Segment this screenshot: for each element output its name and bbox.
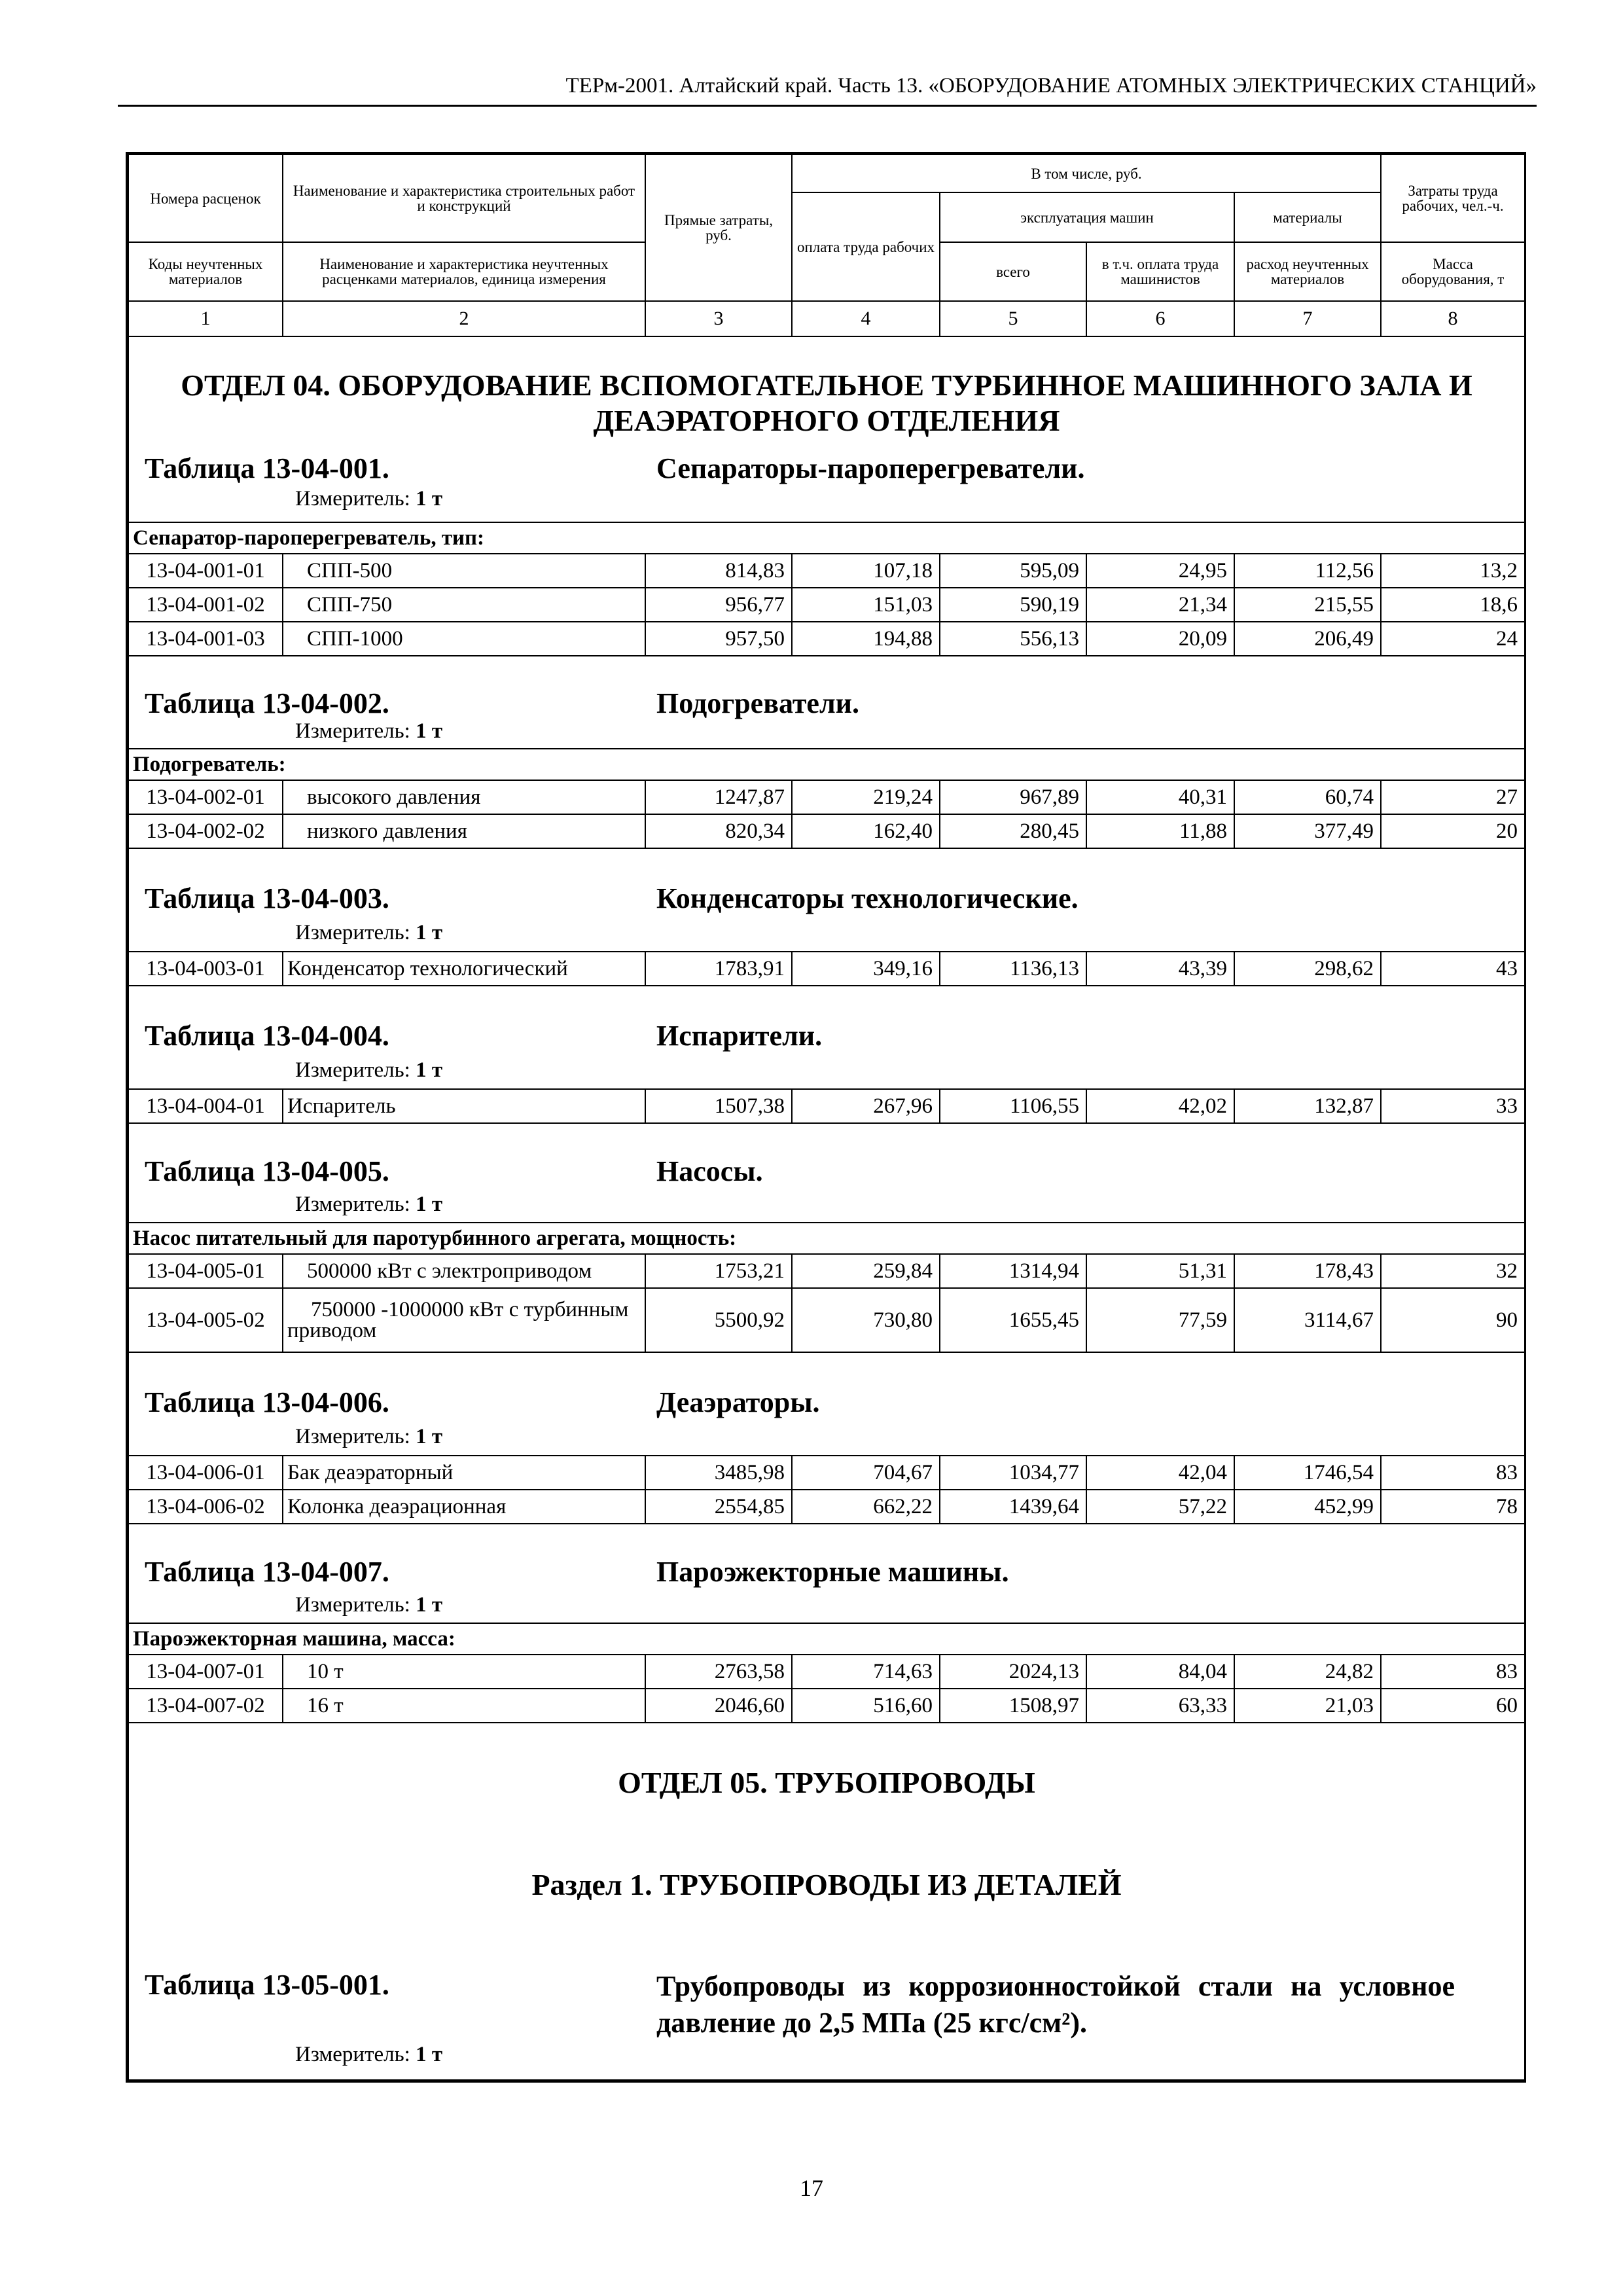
col-head-machines: эксплуатация машин [940, 192, 1234, 242]
table-number: Таблица 13-04-006. [145, 1386, 389, 1418]
col-number: 1 [128, 301, 283, 336]
table-number: Таблица 13-04-003. [145, 882, 389, 914]
col-head-equipment-mass: Масса оборудования, т [1381, 242, 1525, 301]
group-heading: Подогреватель: [128, 749, 1525, 780]
table-row: 13-04-007-02 16 т 2046,60 516,60 1508,97 63,33 21,03 60 [128, 1689, 1525, 1723]
col-head-direct-costs: Прямые затраты, руб. [645, 154, 792, 301]
col-number: 8 [1381, 301, 1525, 336]
col-number: 3 [645, 301, 792, 336]
col-number: 2 [283, 301, 645, 336]
measurer: Измеритель: 1 т [295, 1425, 443, 1448]
measurer: Измеритель: 1 т [295, 2043, 443, 2066]
running-header: ТЕРм-2001. Алтайский край. Часть 13. «ОБОРУДОВАНИЕ АТОМНЫХ ЭЛЕКТРИЧЕСКИХ СТАНЦИЙ» [118, 71, 1537, 107]
table-row: 13-04-001-02 СПП-750 956,77 151,03 590,19 21,34 215,55 18,6 [128, 588, 1525, 622]
table-name: Трубопроводы из коррозионностойкой стали на условное давление до 2,5 МПа (25 кгс/см²). [656, 1970, 1455, 2039]
table-row: 13-04-005-02 750000 -1000000 кВт с турбинным приводом 5500,92 730,80 1655,45 77,59 3114,67 90 [128, 1288, 1525, 1352]
department-title: ОТДЕЛ 05. ТРУБОПРОВОДЫ [618, 1766, 1035, 1799]
col-head-including: В том числе, руб. [792, 154, 1381, 192]
table-name: Конденсаторы технологические. [656, 882, 1079, 914]
table-row: 13-04-002-01 высокого давления 1247,87 219,24 967,89 40,31 60,74 27 [128, 780, 1525, 814]
measurer: Измеритель: 1 т [295, 921, 443, 944]
table-number: Таблица 13-04-005. [145, 1155, 389, 1187]
group-heading: Насос питательный для паротурбинного агрегата, мощность: [128, 1223, 1525, 1254]
table-name: Подогреватели. [656, 687, 859, 719]
measurer: Измеритель: 1 т [295, 719, 443, 743]
col-head-rate-numbers: Номера расценок [128, 154, 283, 242]
table-number: Таблица 13-04-007. [145, 1556, 389, 1588]
col-number: 5 [940, 301, 1086, 336]
table-row: 13-04-006-01 Бак деаэраторный 3485,98 704,67 1034,77 42,04 1746,54 83 [128, 1456, 1525, 1490]
table-name: Пароэжекторные машины. [656, 1556, 1009, 1588]
page-number: 17 [800, 2175, 823, 2201]
table-number: Таблица 13-04-001. [145, 452, 389, 484]
table-row: 13-04-004-01 Испаритель 1507,38 267,96 1106,55 42,02 132,87 33 [128, 1089, 1525, 1123]
table-row: 13-04-002-02 низкого давления 820,34 162,40 280,45 11,88 377,49 20 [128, 814, 1525, 848]
col-head-machines-total: всего [940, 242, 1086, 301]
table-row: 13-04-006-02 Колонка деаэрационная 2554,85 662,22 1439,64 57,22 452,99 78 [128, 1490, 1525, 1524]
table-row: 13-04-003-01 Конденсатор технологический 1783,91 349,16 1136,13 43,39 298,62 43 [128, 952, 1525, 986]
table-number: Таблица 13-04-004. [145, 1020, 389, 1052]
table-row: 13-04-007-01 10 т 2763,58 714,63 2024,13 84,04 24,82 83 [128, 1655, 1525, 1689]
col-number: 7 [1234, 301, 1381, 336]
table-name: Сепараторы-пароперегреватели. [656, 452, 1085, 484]
measurer: Измеритель: 1 т [295, 487, 443, 511]
table-row: 13-04-001-01 СПП-500 814,83 107,18 595,09 24,95 112,56 13,2 [128, 554, 1525, 588]
section-title: Раздел 1. ТРУБОПРОВОДЫ ИЗ ДЕТАЛЕЙ [531, 1868, 1122, 1901]
col-head-work-name: Наименование и характеристика строительных работ и конструкций [283, 154, 645, 242]
table-name: Испарители. [656, 1020, 823, 1052]
col-head-worker-pay: оплата труда рабочих [792, 192, 940, 301]
table-number: Таблица 13-04-002. [145, 687, 389, 719]
col-head-labor: Затраты труда рабочих, чел.-ч. [1381, 154, 1525, 242]
col-head-operator-pay: в т.ч. оплата труда машинистов [1086, 242, 1234, 301]
measurer: Измеритель: 1 т [295, 1593, 443, 1617]
table-name: Насосы. [656, 1155, 763, 1187]
rates-table [126, 152, 1526, 2083]
col-head-material-codes: Коды неучтенных материалов [128, 242, 283, 301]
col-number: 6 [1086, 301, 1234, 336]
col-head-materials: материалы [1234, 192, 1381, 242]
measurer: Измеритель: 1 т [295, 1193, 443, 1216]
table-row: 13-04-001-03 СПП-1000 957,50 194,88 556,13 20,09 206,49 24 [128, 622, 1525, 656]
table-number: Таблица 13-05-001. [145, 1969, 389, 2001]
group-heading: Пароэжекторная машина, масса: [128, 1623, 1525, 1655]
measurer: Измеритель: 1 т [295, 1058, 443, 1082]
col-number: 4 [792, 301, 940, 336]
department-title: ОТДЕЛ 04. ОБОРУДОВАНИЕ ВСПОМОГАТЕЛЬНОЕ ТУРБИННОЕ МАШИННОГО ЗАЛА И ДЕАЭРАТОРНОГО ОТДЕЛЕНИЯ [181, 368, 1472, 437]
group-heading: Сепаратор-пароперегреватель, тип: [128, 522, 1525, 554]
col-head-material-names: Наименование и характеристика неучтенных расценками материалов, единица измерения [283, 242, 645, 301]
col-head-unaccounted-materials: расход неучтенных материалов [1234, 242, 1381, 301]
table-name: Деаэраторы. [656, 1386, 820, 1418]
table-row: 13-04-005-01 500000 кВт с электроприводом 1753,21 259,84 1314,94 51,31 178,43 32 [128, 1254, 1525, 1288]
